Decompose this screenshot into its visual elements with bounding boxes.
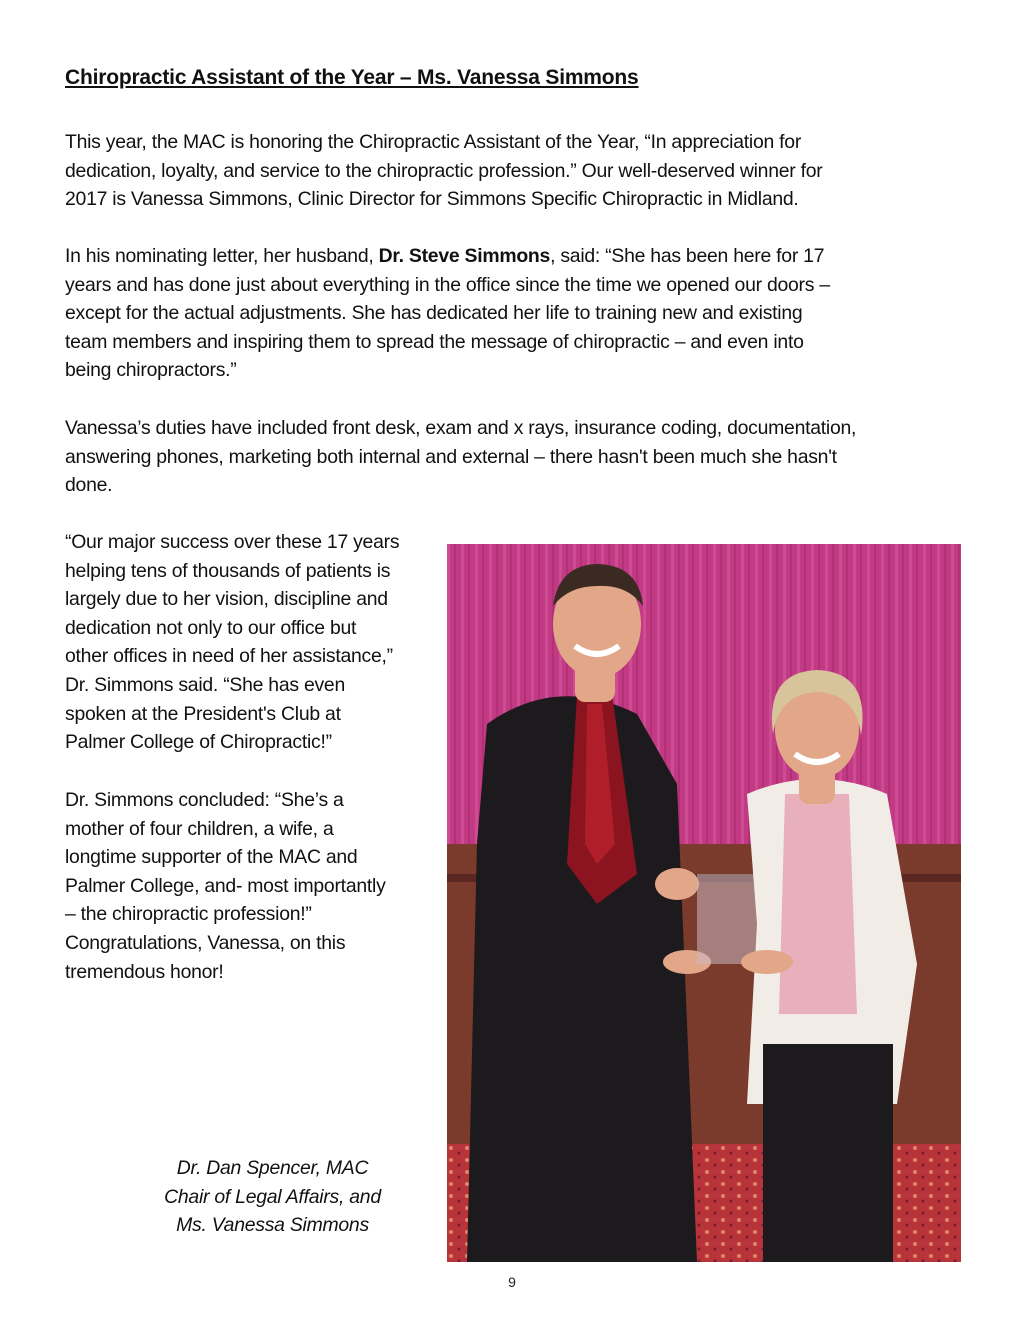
text-line: except for the actual adjustments. She has dedicated her life to training new and existing <box>65 302 803 325</box>
text-line: tremendous honor! <box>65 960 224 983</box>
text-line: helping tens of thousands of patients is <box>65 559 391 582</box>
text-line: being chiropractors.” <box>65 359 237 382</box>
text-line: This year, the MAC is honoring the Chiropractic Assistant of the Year, “In appreciation for <box>65 131 802 153</box>
paragraph-duties <box>65 414 856 500</box>
text-line: Congratulations, Vanessa, on this <box>65 931 346 954</box>
paragraph-intro <box>65 128 823 214</box>
text-line: longtime supporter of the MAC and <box>65 846 358 869</box>
text-line: 2017 is Vanessa Simmons, Clinic Director for Simmons Specific Chiropractic in Midland. <box>65 188 799 211</box>
caption-line: Ms. Vanessa Simmons <box>176 1214 369 1237</box>
text-line: Palmer College, and- most importantly <box>65 874 386 897</box>
paragraph-nomination <box>65 242 830 385</box>
text-line: done. <box>65 474 113 497</box>
text-line: answering phones, marketing both internal and external – there hasn't been much she hasn't <box>65 445 837 468</box>
photo-caption <box>120 1154 425 1240</box>
text-line: – the chiropractic profession!” <box>65 903 312 926</box>
caption-line: Chair of Legal Affairs, and <box>164 1185 381 1208</box>
text-line: team members and inspiring them to spread the message of chiropractic – and even into <box>65 330 804 353</box>
caption-line: Dr. Dan Spencer, MAC <box>176 1157 369 1179</box>
paragraph-conclusion <box>65 786 386 986</box>
text-line: Dr. Simmons concluded: “She’s a <box>65 789 344 811</box>
paragraph-success-quote <box>65 528 399 757</box>
text-line: years and has done just about everything in the office since the time we opened our doors – <box>65 273 830 296</box>
article-title: Chiropractic Assistant of the Year – Ms. Vanessa Simmons <box>65 66 639 89</box>
text-line <box>65 242 830 271</box>
text-line: mother of four children, a wife, a <box>65 817 334 840</box>
award-photo-illustration <box>447 544 961 1262</box>
text-line: largely due to her vision, discipline and <box>65 588 388 611</box>
nominator-name: Dr. Steve Simmons <box>378 245 551 267</box>
text-line: spoken at the President's Club at <box>65 702 341 725</box>
text-line: other offices in need of her assistance,” <box>65 645 393 668</box>
text-line: Vanessa’s duties have included front desk, exam and x rays, insurance coding, documentation, <box>65 417 857 439</box>
page-number: 9 <box>508 1274 516 1290</box>
text-line: Palmer College of Chiropractic!” <box>65 731 332 754</box>
text-line: dedication not only to our office but <box>65 616 357 639</box>
text-line: “Our major success over these 17 years <box>65 531 400 553</box>
text-run: In his nominating letter, her husband, <box>65 245 379 267</box>
award-photo <box>447 544 961 1262</box>
text-line: dedication, loyalty, and service to the chiropractic profession.” Our well-deserved winner for <box>65 159 823 182</box>
text-run: , said: “She has been here for 17 <box>550 245 825 267</box>
text-line: Dr. Simmons said. “She has even <box>65 673 346 696</box>
